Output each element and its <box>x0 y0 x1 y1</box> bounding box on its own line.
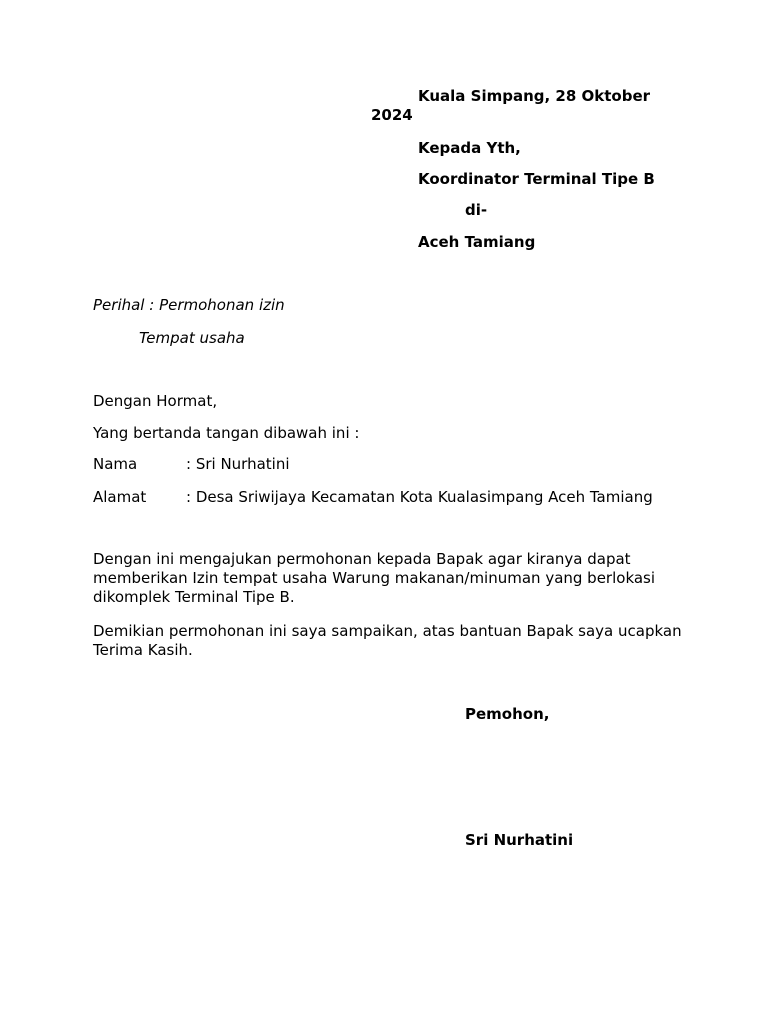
date-line-1: Kuala Simpang, 28 Oktober <box>418 87 651 105</box>
signature-role: Pemohon, <box>465 705 550 723</box>
subject-line-1: Perihal : Permohonan izin <box>93 296 285 314</box>
salutation: Kepada Yth, <box>418 139 521 157</box>
recipient-location: Aceh Tamiang <box>418 233 536 251</box>
field-label-alamat: Alamat <box>93 488 147 506</box>
date-line-2: 2024 <box>371 106 413 124</box>
signature-name: Sri Nurhatini <box>465 831 574 849</box>
intro: Yang bertanda tangan dibawah ini : <box>93 424 360 442</box>
recipient: Koordinator Terminal Tipe B <box>418 170 655 188</box>
subject-line-2: Tempat usaha <box>139 329 245 347</box>
recipient-di: di- <box>465 201 488 219</box>
paragraph-closing: Demikian permohonan ini saya sampaikan, atas bantuan Bapak saya ucapkan Terima Kasih. <box>93 622 682 659</box>
field-value-nama: : Sri Nurhatini <box>186 455 290 473</box>
field-label-nama: Nama <box>93 455 138 473</box>
field-value-alamat: : Desa Sriwijaya Kecamatan Kota Kualasimpang Aceh Tamiang <box>186 488 653 506</box>
paragraph-request: Dengan ini mengajukan permohonan kepada Bapak agar kiranya dapat memberikan Izin tempat usaha Warung makanan/minuman yang berlokasi dikomplek Terminal Tipe B. <box>93 550 656 606</box>
greeting: Dengan Hormat, <box>93 392 218 410</box>
